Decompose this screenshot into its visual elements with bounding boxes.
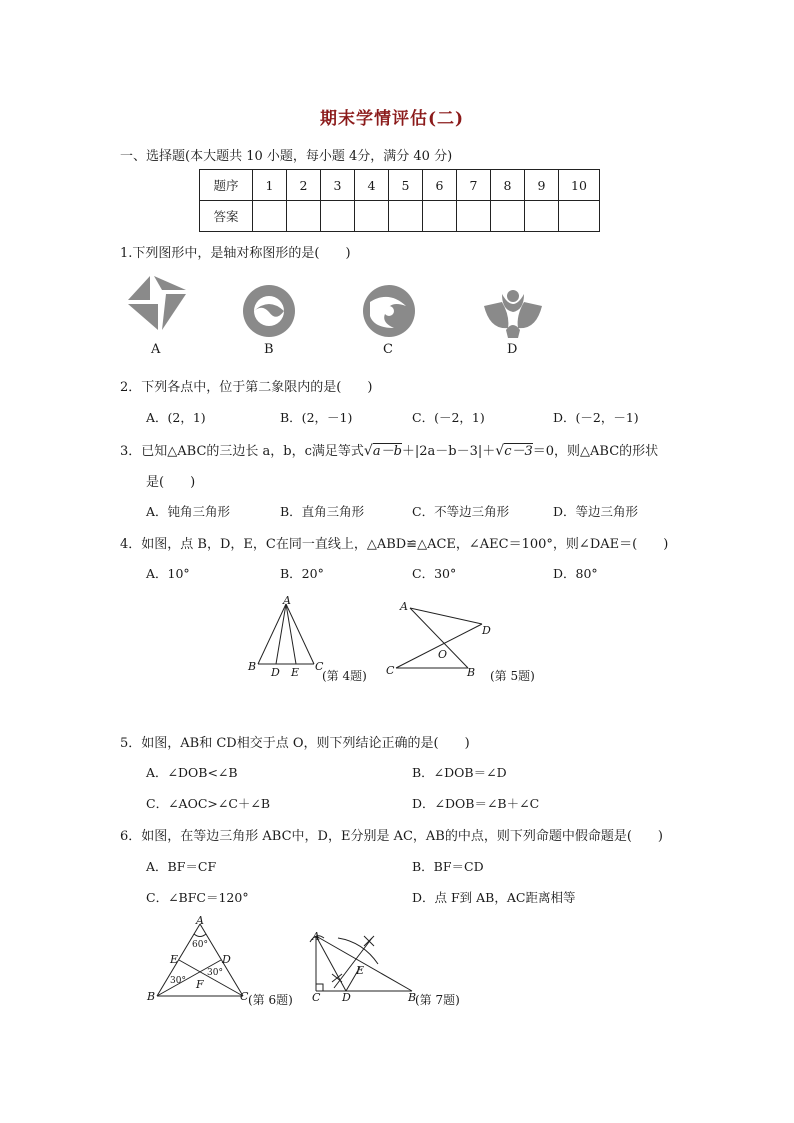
fig6-angle-30-left: 30° [170,976,186,986]
fig6-label-a: A [196,914,204,927]
q6-option-d[interactable]: D．点 F到 AB，AC距离相等 [412,890,576,905]
q3-sqrt1: a－b [372,444,402,459]
table-cell-number: 3 [321,170,355,201]
answer-cell[interactable] [525,201,559,232]
q3-option-c[interactable]: C．不等边三角形 [412,504,510,519]
question-6-stem: 6．如图，在等边三角形 ABC中，D，E分别是 AC，AB的中点，则下列命题中假命题是( ) [120,829,663,844]
table-cell-number: 2 [287,170,321,201]
table-cell-number: 9 [525,170,559,201]
fig5-caption: (第 5题) [490,669,535,683]
fig6-label-f: F [196,978,204,991]
q2-option-d[interactable]: D．(－2，－1) [553,410,639,425]
q5-option-c[interactable]: C．∠AOC>∠C＋∠B [146,796,271,811]
table-cell-number: 1 [253,170,287,201]
fig7-label-c: C [312,991,321,1004]
table-row [200,201,600,232]
fig5-label-d: D [482,624,491,637]
q4-option-b[interactable]: B．20° [280,566,324,581]
fig4-caption: (第 4题) [322,669,367,683]
fig6-angle-60: 60° [192,940,208,950]
fig6-label-d: D [222,953,231,966]
answer-cell[interactable] [491,201,525,232]
fig4-label-e: E [291,666,300,679]
q1-label-a: A [151,342,161,357]
q3-option-a[interactable]: A．钝角三角形 [146,504,231,519]
q4-option-d[interactable]: D．80° [553,566,598,581]
fig7-caption: (第 7题) [415,993,460,1007]
fig6-caption: (第 6题) [248,993,293,1007]
q1-figure-c-icon [360,282,418,340]
fig5-label-b: B [467,666,476,679]
fig7-label-a: A [312,930,320,943]
q6-option-b[interactable]: B．BF＝CD [412,859,484,874]
sqrt-icon: √ [495,443,505,459]
answer-cell[interactable] [389,201,423,232]
answer-cell[interactable] [321,201,355,232]
question-1-stem: 1.下列图形中，是轴对称图形的是( ) [120,246,351,261]
table-cell-number: 10 [559,170,600,201]
q6-option-c[interactable]: C．∠BFC＝120° [146,890,249,905]
question-3-stem [120,440,658,459]
page-title: 期末学情评估(二) [320,109,465,129]
table-row [200,170,600,201]
q1-figure-b-icon [240,282,298,340]
q3-option-d[interactable]: D．等边三角形 [553,504,639,519]
fig5-label-a: A [400,600,408,613]
sqrt-icon: √ [363,443,373,459]
q5-option-b[interactable]: B．∠DOB＝∠D [412,765,507,780]
answer-cell[interactable] [287,201,321,232]
fig6-label-e: E [170,953,179,966]
q3-stem-pre: 3．已知△ABC的三边长 a，b，c满足等式 [120,444,364,459]
q1-label-b: B [264,342,274,357]
fig6-label-b: B [147,990,156,1003]
q4-option-a[interactable]: A．10° [146,566,190,581]
answer-table [199,169,600,232]
q4-option-c[interactable]: C．30° [412,566,457,581]
fig4-label-b: B [248,660,257,673]
question-2-stem: 2．下列各点中，位于第二象限内的是( ) [120,380,373,395]
question-4-stem: 4．如图，点 B，D，E，C在同一直线上，△ABD≌△ACE，∠AEC＝100°，则∠DAE＝( ) [120,537,669,552]
answer-cell[interactable] [253,201,287,232]
q2-option-b[interactable]: B．(2，－1) [280,410,353,425]
q5-option-d[interactable]: D．∠DOB＝∠B＋∠C [412,796,540,811]
answer-cell[interactable] [559,201,600,232]
fig4-label-a: A [283,594,291,607]
q3-sqrt2: c－3 [504,444,533,459]
table-cell-number: 8 [491,170,525,201]
table-cell-number: 4 [355,170,389,201]
answer-cell[interactable] [457,201,491,232]
q3-stem-line2: 是( ) [146,475,196,490]
fig4-label-c: C [315,660,324,673]
fig7-label-e: E [356,964,365,977]
table-row-label: 题序 [200,170,253,201]
table-cell-number: 7 [457,170,491,201]
fig4-label-d: D [271,666,280,679]
q1-figure-d-icon [480,284,546,340]
q3-stem-mid: ＋|2a－b－3|＋ [401,444,496,459]
answer-cell[interactable] [423,201,457,232]
table-cell-number: 6 [423,170,457,201]
fig6-label-c: C [240,990,249,1003]
section-heading: 一、选择题(本大题共 10 小题，每小题 4分，满分 40 分) [120,149,453,164]
figure-7-right-triangle [308,928,420,998]
table-cell-number: 5 [389,170,423,201]
fig7-label-b: B [408,991,417,1004]
table-row-label: 答案 [200,201,253,232]
fig5-label-c: C [386,664,395,677]
answer-cell[interactable] [355,201,389,232]
q2-option-c[interactable]: C．(－2，1) [412,410,485,425]
q1-label-d: D [507,342,518,357]
q3-option-b[interactable]: B．直角三角形 [280,504,365,519]
fig5-label-o: O [438,648,448,661]
question-5-stem: 5．如图，AB和 CD相交于点 O，则下列结论正确的是( ) [120,736,470,751]
q5-option-a[interactable]: A．∠DOB<∠B [146,765,238,780]
fig7-label-d: D [342,991,351,1004]
fig6-angle-30-right: 30° [207,968,223,978]
q6-option-a[interactable]: A．BF＝CF [146,859,217,874]
q2-option-a[interactable]: A．(2，1) [146,410,206,425]
q1-label-c: C [383,342,393,357]
q3-stem-post: ＝0，则△ABC的形状 [532,444,659,459]
q1-figure-a-icon [122,270,192,340]
